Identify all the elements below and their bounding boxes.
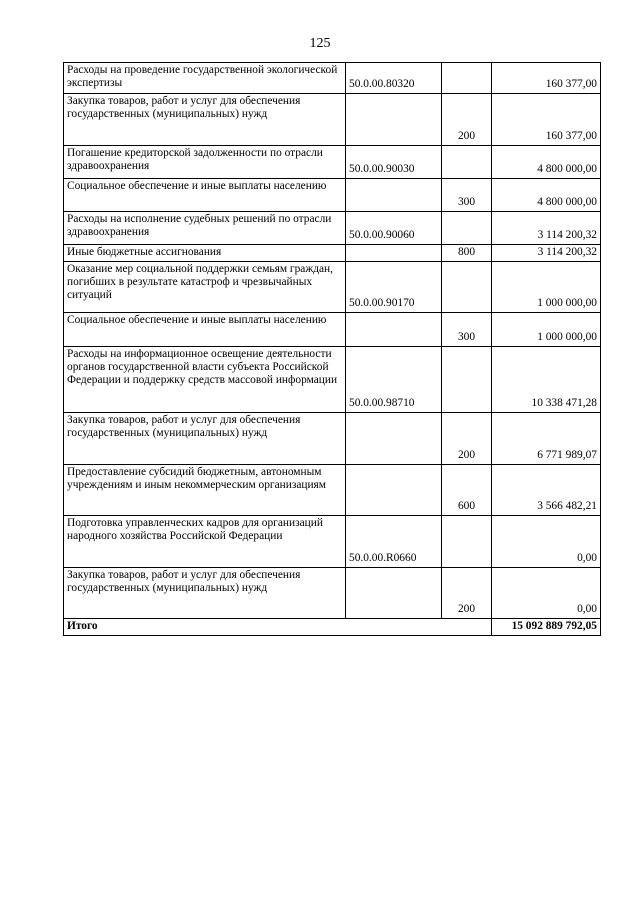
row-type: 300 [442, 179, 492, 212]
row-sum: 10 338 471,28 [492, 347, 601, 413]
row-type: 800 [442, 245, 492, 262]
row-name: Социальное обеспечение и иные выплаты населению [64, 313, 346, 347]
row-type: 300 [442, 313, 492, 347]
row-name: Предоставление субсидий бюджетным, автономным учреждениям и иным некоммерческим организациям [64, 465, 346, 516]
table-row [64, 347, 601, 413]
row-code: 50.0.00.98710 [346, 347, 442, 413]
row-type [442, 212, 492, 245]
table-row [64, 94, 601, 146]
row-name: Расходы на информационное освещение деятельности органов государственной власти субъекта Российской Федерации и поддержку средств массовой информации [64, 347, 346, 413]
row-sum: 160 377,00 [492, 94, 601, 146]
table-row [64, 262, 601, 313]
row-sum: 4 800 000,00 [492, 179, 601, 212]
row-code [346, 465, 442, 516]
row-name: Социальное обеспечение и иные выплаты населению [64, 179, 346, 212]
row-code: 50.0.00.90060 [346, 212, 442, 245]
page-number: 125 [309, 36, 331, 51]
row-sum: 1 000 000,00 [492, 313, 601, 347]
total-label: Итого [64, 619, 492, 636]
row-sum: 3 114 200,32 [492, 212, 601, 245]
row-name: Расходы на проведение государственной экологической экспертизы [64, 63, 346, 94]
row-name: Закупка товаров, работ и услуг для обеспечения государственных (муниципальных) нужд [64, 568, 346, 619]
table-row [64, 146, 601, 179]
table-row [64, 516, 601, 568]
row-type: 600 [442, 465, 492, 516]
row-code [346, 568, 442, 619]
total-sum: 15 092 889 792,05 [492, 619, 601, 636]
row-code: 50.0.00.90030 [346, 146, 442, 179]
row-type: 200 [442, 568, 492, 619]
row-sum: 160 377,00 [492, 63, 601, 94]
row-name: Закупка товаров, работ и услуг для обеспечения государственных (муниципальных) нужд [64, 413, 346, 465]
row-sum: 3 566 482,21 [492, 465, 601, 516]
row-code [346, 94, 442, 146]
row-type [442, 63, 492, 94]
table-row [64, 245, 601, 262]
budget-table-body [64, 63, 601, 636]
row-code [346, 313, 442, 347]
row-code: 50.0.00.80320 [346, 63, 442, 94]
row-code [346, 413, 442, 465]
row-sum: 1 000 000,00 [492, 262, 601, 313]
table-row [64, 179, 601, 212]
row-code: 50.0.00.R0660 [346, 516, 442, 568]
table-row [64, 212, 601, 245]
table-row [64, 413, 601, 465]
row-code [346, 179, 442, 212]
row-name: Оказание мер социальной поддержки семьям граждан, погибших в результате катастроф и чрезвычайных ситуаций [64, 262, 346, 313]
budget-table [63, 62, 601, 636]
table-row [64, 313, 601, 347]
total-row [64, 619, 601, 636]
row-name: Погашение кредиторской задолженности по отрасли здравоохранения [64, 146, 346, 179]
row-type [442, 347, 492, 413]
row-code: 50.0.00.90170 [346, 262, 442, 313]
row-sum: 3 114 200,32 [492, 245, 601, 262]
table-row [64, 568, 601, 619]
table-row [64, 63, 601, 94]
row-type [442, 262, 492, 313]
row-code [346, 245, 442, 262]
row-type: 200 [442, 413, 492, 465]
row-sum: 0,00 [492, 516, 601, 568]
row-name: Подготовка управленческих кадров для организаций народного хозяйства Российской Федерации [64, 516, 346, 568]
row-type [442, 146, 492, 179]
row-sum: 6 771 989,07 [492, 413, 601, 465]
row-type [442, 516, 492, 568]
row-name: Расходы на исполнение судебных решений по отрасли здравоохранения [64, 212, 346, 245]
row-name: Закупка товаров, работ и услуг для обеспечения государственных (муниципальных) нужд [64, 94, 346, 146]
table-row [64, 465, 601, 516]
row-type: 200 [442, 94, 492, 146]
row-sum: 4 800 000,00 [492, 146, 601, 179]
row-name: Иные бюджетные ассигнования [64, 245, 346, 262]
row-sum: 0,00 [492, 568, 601, 619]
